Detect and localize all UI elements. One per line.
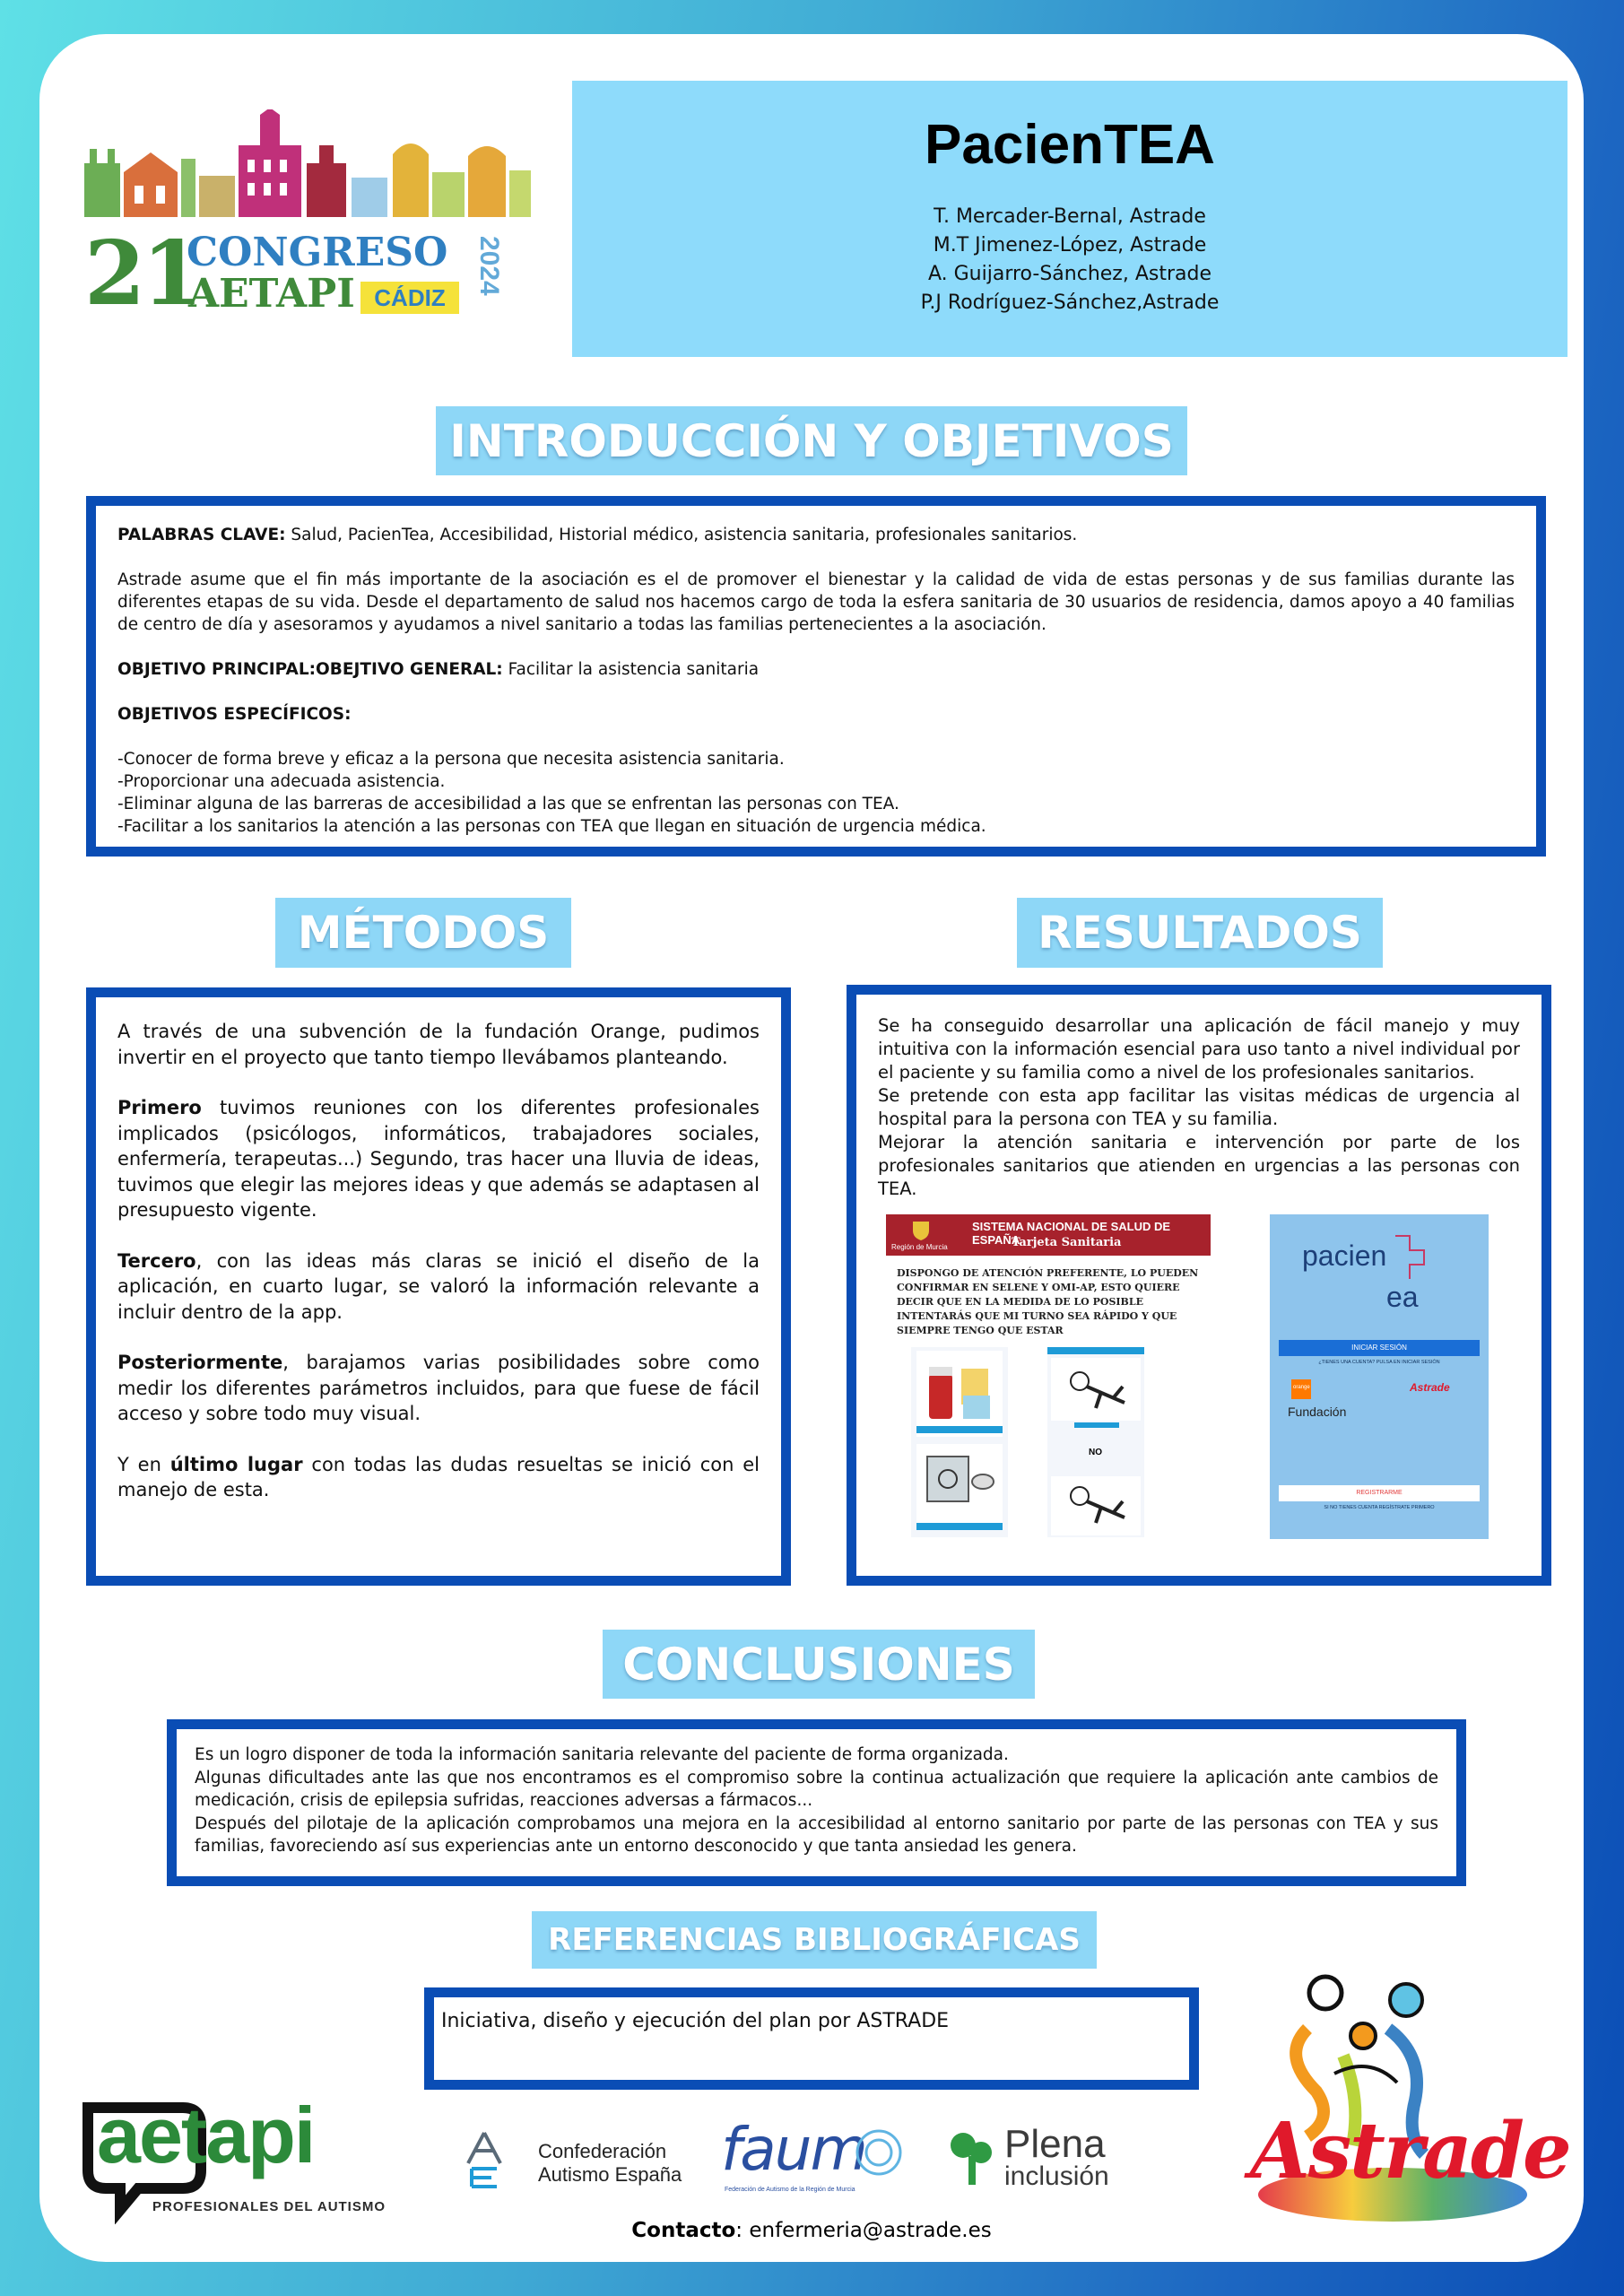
aetapi-logo-sub: PROFESIONALES DEL AUTISMO: [152, 2199, 386, 2214]
metodos-p3: , con las ideas más claras se inició el diseño de la aplicación, en cuarto lugar, se valoró la información relevante a incluir dentro de la app.: [117, 1249, 760, 1323]
seizure-icon: [1047, 1347, 1144, 1537]
author: P.J Rodríguez-Sánchez,Astrade: [920, 291, 1220, 314]
authors: [572, 203, 1568, 317]
resultados-heading: RESULTADOS: [1038, 907, 1362, 959]
health-card-region: Región de Murcia: [891, 1243, 948, 1251]
conclusiones-heading: CONCLUSIONES: [622, 1638, 1015, 1691]
metodos-p2-bold: Primero: [117, 1097, 202, 1118]
author: A. Guijarro-Sánchez, Astrade: [927, 263, 1212, 285]
metodos-p2: tuvimos reuniones con los diferentes profesionales implicados (psicólogos, informáticos, trabajadores sociales, enfermería, terapeutas...) Segundo, tras hacer una lluvia de ideas, tuvimos que elegir las mejores ideas y que además se adaptasen al presupuesto vigente.: [117, 1097, 760, 1221]
resultados-p1: Se ha conseguido desarrollar una aplicación de fácil manejo y muy intuitiva con la información esencial para uso tanto a nivel individual por el paciente y su familia como a nivel de los profesionales sanitarios.: [878, 1015, 1520, 1083]
login-question: ¿TIENES UNA CUENTA? PULSA EN INICIAR SESIÓN: [1318, 1360, 1440, 1365]
conclusion-line: Es un logro disponer de toda la información sanitaria relevante del paciente de forma organizada.: [195, 1745, 1009, 1764]
contact-email[interactable]: : enfermeria@astrade.es: [735, 2219, 992, 2242]
referencias-box: [424, 1987, 1199, 2090]
plena-line: inclusión: [1004, 2161, 1109, 2191]
intro-box: [86, 496, 1546, 857]
conclusion-line: Algunas dificultades ante las que nos encontramos es el compromiso sobre la continua actualización que requiere la aplicación ante cambios de medicación, crisis de epilepsia sufridas, reacciones adversas a fármacos...: [195, 1768, 1438, 1810]
objective: Facilitar la asistencia sanitaria: [502, 660, 760, 679]
pictogram-column: [1047, 1347, 1144, 1537]
specific-item: -Eliminar alguna de las barreras de accesibilidad a las que se enfrentan las personas con TEA.: [117, 795, 899, 813]
plena-logo: [1004, 2122, 1109, 2191]
app-logo-right: ea: [1386, 1281, 1419, 1313]
health-card-screenshot: [886, 1214, 1211, 1539]
keywords: Salud, PacienTea, Accesibilidad, Historial médico, asistencia sanitaria, profesionales sanitarios.: [285, 526, 1078, 544]
faum-logo-sub: Federación de Autismo de la Región de Murcia: [725, 2187, 855, 2193]
fundacion-label: Fundación: [1288, 1405, 1347, 1419]
faum-swirl-icon: [852, 2126, 906, 2179]
confederacion-line: Autismo España: [538, 2163, 682, 2186]
conclusiones-box: [167, 1719, 1466, 1886]
coat-of-arms-icon: [911, 1218, 931, 1241]
specific-item: -Proporcionar una adecuada asistencia.: [117, 772, 446, 791]
resultados-heading-band: [1017, 898, 1383, 968]
author: T. Mercader-Bernal, Astrade: [934, 205, 1206, 228]
conclusiones-heading-band: [603, 1630, 1035, 1699]
cadiz-skyline-icon: [84, 109, 533, 222]
metodos-p1: A través de una subvención de la fundación Orange, pudimos invertir en el proyecto que tanto tiempo llevábamos planteando.: [117, 1021, 760, 1068]
mini-astrade: Astrade: [1410, 1381, 1450, 1394]
intro-heading-band: [436, 406, 1187, 475]
metodos-heading-band: [275, 898, 571, 968]
metodos-p5-pre: Y en: [117, 1453, 170, 1475]
specific-item: -Conocer de forma breve y eficaz a la persona que necesita asistencia sanitaria.: [117, 750, 785, 769]
pictogram-no: NO: [1089, 1448, 1102, 1457]
congress-year: 2024: [474, 236, 504, 296]
congress-city: CÁDIZ: [360, 282, 459, 314]
keywords-label: PALABRAS CLAVE:: [117, 526, 286, 544]
referencias-heading-band: [532, 1911, 1097, 1969]
faum-logo: faum: [721, 2115, 866, 2184]
orange-label: orange: [1293, 1385, 1310, 1390]
author: M.T Jimenez-López, Astrade: [933, 234, 1207, 257]
health-card-text: DISPONGO DE ATENCIÓN PREFERENTE, LO PUEDEN CONFIRMAR EN SELENE Y OMI-AP, ESTO QUIERE DECIR QUE EN LA MEDIDA DE LO POSIBLE INTENTARÁS QUE MI TURNO SEA RÁPIDO Y QUE SIEMPRE TENGO QUE ESTAR: [897, 1267, 1199, 1336]
health-card-title: SISTEMA NACIONAL DE SALUD DE ESPAÑA: [972, 1220, 1171, 1247]
login-button[interactable]: INICIAR SESIÓN: [1279, 1340, 1480, 1356]
aetapi-logo-text: aetapi: [97, 2091, 315, 2179]
congress-aetapi: AETAPI: [188, 271, 355, 317]
metodos-box: [86, 987, 791, 1586]
astrade-logo-text: Astrade: [1250, 2106, 1570, 2196]
metodos-p4-bold: Posteriormente: [117, 1352, 283, 1373]
health-card-header: [886, 1214, 1211, 1256]
contact: [39, 2219, 1584, 2242]
plena-logo-icon: [949, 2129, 997, 2187]
metodos-p3-bold: Tercero: [117, 1249, 196, 1272]
metodos-p5-bold: último lugar: [169, 1453, 303, 1475]
objective-label: OBJETIVO PRINCIPAL:OBEJTIVO GENERAL:: [117, 660, 503, 679]
poster-title: PacienTEA: [925, 114, 1215, 176]
pictogram-column: [911, 1347, 1008, 1537]
register-button[interactable]: REGISTRARME: [1279, 1485, 1480, 1501]
resultados-p3: Mejorar la atención sanitaria e intervención por parte de los profesionales sanitarios que atienden en urgencias a las personas con TEA.: [878, 1132, 1520, 1199]
app-logo-left: pacien: [1302, 1239, 1387, 1272]
intro-heading: INTRODUCCIÓN Y OBJETIVOS: [449, 414, 1174, 467]
register-hint: SI NO TIENES CUENTA REGÍSTRATE PRIMERO: [1324, 1505, 1435, 1510]
specific-label: OBJETIVOS ESPECÍFICOS:: [117, 705, 352, 724]
specific-item: -Facilitar a los sanitarios la atención a las personas con TEA que llegan en situación de urgencia médica.: [117, 817, 986, 836]
title-band: [572, 81, 1568, 357]
referencias-heading: REFERENCIAS BIBLIOGRÁFICAS: [548, 1922, 1081, 1958]
metodos-p5: con todas las dudas resueltas se inició con el manejo de esta.: [117, 1453, 760, 1500]
app-login-screenshot: [1270, 1214, 1489, 1539]
plena-line: Plena: [1004, 2122, 1106, 2166]
metodos-p4: , barajamos varias posibilidades sobre como medir los diferentes parámetros incluidos, para que fuese de fácil acceso y sobre todo muy visual.: [117, 1352, 760, 1424]
congress-label: CONGRESO: [187, 230, 448, 275]
conclusion-line: Después del pilotaje de la aplicación comprobamos una mejora en la accesibilidad al entorno sanitario por parte de las personas con TEA y sus familias, favoreciendo así sus experiencias ante un entorno desconocido y que tanta ansiedad les genera.: [195, 1813, 1438, 1856]
resultados-p2: Se pretende con esta app facilitar las visitas médicas de urgencia al hospital para la persona con TEA y su familia.: [878, 1085, 1520, 1129]
health-card-subtitle: Tarjeta Sanitaria: [1012, 1236, 1122, 1249]
confederacion-logo-icon: [465, 2131, 504, 2188]
poster: [39, 34, 1584, 2262]
medication-icon: [911, 1347, 1008, 1537]
confederacion-logo: [538, 2140, 682, 2187]
confederacion-line: Confederación: [538, 2140, 667, 2162]
intro-paragraph: Astrade asume que el fin más importante de la asociación es el de promover el bienestar y la calidad de vida de estas personas y de sus familias durante las diferentes etapas de su vida. Desde el departamento de salud nos hacemos cargo de toda la esfera sanitaria de 30 usuarios de residencia, damos apoyo a 40 familias de centro de día y asesoramos y ayudamos a nivel sanitario a todas las familias pertenecientes a la asociación.: [117, 570, 1515, 634]
referencias-text: Iniciativa, diseño y ejecución del plan por ASTRADE: [441, 2010, 950, 2032]
contact-label: Contacto: [631, 2219, 736, 2242]
metodos-heading: MÉTODOS: [297, 907, 550, 959]
congress-number: 21: [84, 222, 200, 326]
